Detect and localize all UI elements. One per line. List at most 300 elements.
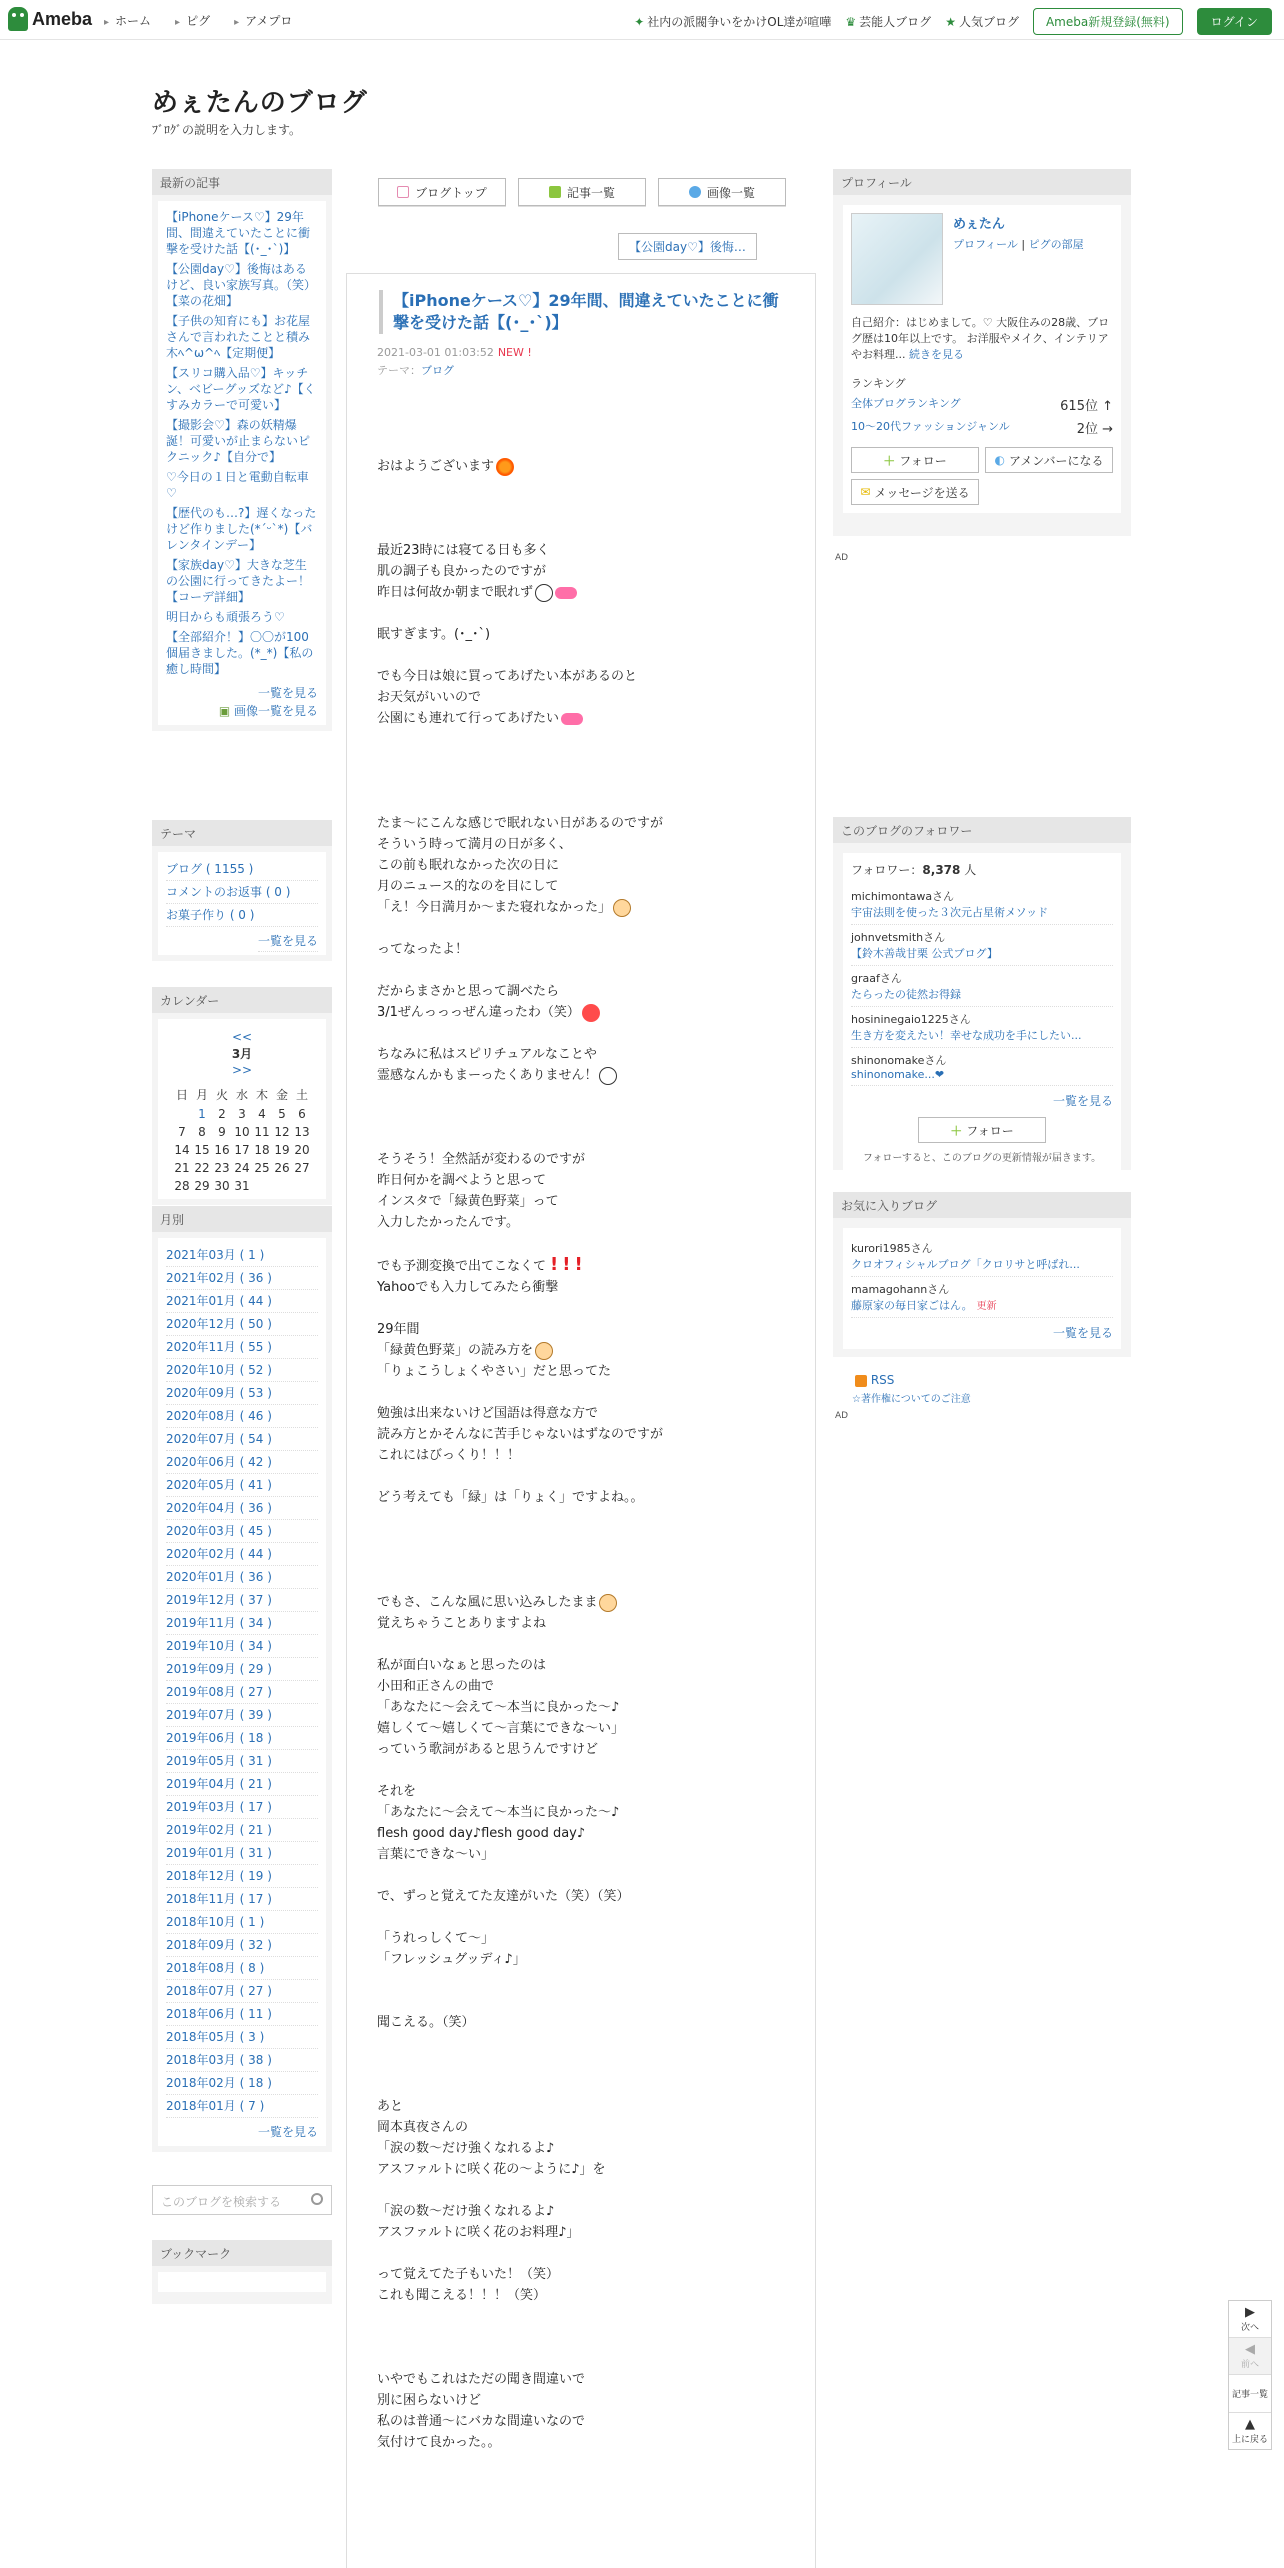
image-list-link[interactable]: 画像一覧を見る bbox=[233, 704, 318, 718]
theme-item[interactable]: コメントのお返事 ( 0 ) bbox=[166, 881, 318, 904]
image-icon: ▣ bbox=[218, 704, 231, 718]
recent-article-link[interactable]: 【歴代のも…?】遅くなったけど作りました(*ˊᵕˋ*)【バレンタインデー】 bbox=[166, 506, 317, 552]
article-line bbox=[377, 2117, 815, 2138]
emoji-icon bbox=[613, 899, 631, 917]
recent-article-link[interactable]: 明日からも頑張ろう♡ bbox=[166, 610, 285, 624]
article-line bbox=[377, 687, 815, 708]
calendar-weekday: 日 bbox=[175, 1088, 188, 1102]
article-line bbox=[377, 1781, 815, 1802]
profile-avatar[interactable] bbox=[851, 213, 943, 305]
article-line bbox=[377, 1403, 815, 1424]
recent-article-link[interactable]: 【全部紹介！】〇〇が100個届きました。(*_*)【私の癒し時間】 bbox=[166, 630, 314, 676]
article-line bbox=[377, 750, 815, 771]
monthly-archive-box bbox=[152, 1206, 332, 2152]
calendar-heading: カレンダー bbox=[152, 987, 332, 1013]
profile-intro-text: 自己紹介：はじめまして。♡ 大阪住みの28歳、ブログ歴は10年以上です。 お洋服やメイク、インテリアやお料理... bbox=[851, 316, 1110, 361]
tab-image-list-label: 画像一覧 bbox=[706, 185, 755, 200]
follower-count-label: フォロワー： bbox=[851, 863, 923, 877]
calendar-day: 15 bbox=[194, 1143, 210, 1157]
monthly-more-link[interactable]: 一覧を見る bbox=[257, 2125, 318, 2139]
article-line bbox=[377, 2411, 815, 2432]
follow-note: フォローすると、このブログの更新情報が届きます。 bbox=[862, 1153, 1102, 1164]
ranking-genre-link[interactable]: 10〜20代ファッションジャンル bbox=[851, 420, 1010, 433]
monthly-archive-link[interactable]: 2019年02月 ( 21 ) bbox=[166, 1819, 318, 1842]
monthly-archive-link[interactable]: 2020年10月 ( 52 ) bbox=[166, 1359, 318, 1382]
article-line bbox=[377, 1697, 815, 1718]
recent-article-link[interactable]: ♡今日の１日と電動自転車♡ bbox=[166, 470, 309, 500]
article-line-text: そういう時って満月の日が多く、 bbox=[377, 837, 572, 852]
emoji-icon bbox=[496, 458, 514, 476]
article-line bbox=[377, 918, 815, 939]
calendar-weekday: 月 bbox=[195, 1088, 208, 1102]
follower-user[interactable]: graafさん bbox=[851, 972, 902, 985]
calendar-day: 29 bbox=[194, 1179, 210, 1193]
article-line bbox=[377, 2390, 815, 2411]
calendar-day: 9 bbox=[218, 1125, 226, 1139]
register-button[interactable]: Ameba新規登録(無料) bbox=[1033, 8, 1183, 35]
profile-more-link[interactable]: 続きを見る bbox=[909, 348, 964, 361]
monthly-archive-link[interactable]: 2018年09月 ( 32 ) bbox=[166, 1934, 318, 1957]
article-line bbox=[377, 855, 815, 876]
article-line-text: そうそう！全然話が変わるのですが bbox=[377, 1152, 586, 1167]
follower-count-value: 8,378 bbox=[922, 863, 961, 877]
article-line bbox=[377, 1361, 815, 1382]
calendar-day: 7 bbox=[178, 1125, 186, 1139]
article-line-text: 私のは普通〜にバカな間違いなので bbox=[377, 2414, 586, 2429]
favorites-more-link[interactable]: 一覧を見る bbox=[1052, 1326, 1113, 1340]
article-theme-link[interactable]: ブログ bbox=[421, 364, 454, 377]
calendar-day: 16 bbox=[214, 1143, 230, 1157]
calendar-day: 30 bbox=[214, 1179, 230, 1193]
monthly-archive-link[interactable]: 2018年01月 ( 7 ) bbox=[166, 2095, 318, 2118]
recent-articles-box bbox=[152, 169, 332, 731]
favorite-blog-link[interactable]: 藤原家の毎日家ごはん。 bbox=[851, 1299, 973, 1312]
article-line-text: でも今日は娘に買ってあげたい本があるのと bbox=[377, 669, 638, 684]
monthly-archive-link[interactable]: 2020年02月 ( 44 ) bbox=[166, 1543, 318, 1566]
tab-blog-top-label: ブログトップ bbox=[415, 185, 487, 200]
article-line-text: この前も眠れなかった次の日に bbox=[377, 858, 560, 873]
theme-item[interactable]: ブログ ( 1155 ) bbox=[166, 858, 318, 881]
monthly-archive-link[interactable]: 2020年05月 ( 41 ) bbox=[166, 1474, 318, 1497]
article-line-text: 言葉にできな〜い」 bbox=[377, 1847, 495, 1862]
article-body bbox=[377, 456, 815, 2453]
article-line bbox=[377, 1571, 815, 1592]
article-line-text: それを bbox=[377, 1784, 417, 1799]
calendar-grid bbox=[166, 1086, 318, 1193]
recent-more-link[interactable]: 一覧を見る bbox=[257, 686, 318, 700]
recent-article-link[interactable]: 【公園day♡】後悔はあるけど、良い家族写真。（笑）【菜の花畑】 bbox=[166, 262, 317, 308]
monthly-archive-link[interactable]: 2019年06月 ( 18 ) bbox=[166, 1727, 318, 1750]
article-line bbox=[377, 1319, 815, 1340]
article-line-text: これにはびっくり！！！ bbox=[377, 1448, 521, 1463]
article-line bbox=[377, 1760, 815, 1781]
emoji-icon bbox=[599, 1594, 617, 1612]
article-line-text: ってなったよ！ bbox=[377, 942, 469, 957]
monthly-archive-link[interactable]: 2021年03月 ( 1 ) bbox=[166, 1244, 318, 1267]
camera-icon bbox=[689, 186, 701, 198]
article-line bbox=[377, 603, 815, 624]
article-line bbox=[377, 1718, 815, 1739]
article-line bbox=[377, 1487, 815, 1508]
article-title[interactable]: 【iPhoneケース♡】29年間、間違えていたことに衝撃を受けた話【(･_･`)】 bbox=[379, 290, 779, 334]
article-line-text: いやでもこれはただの聞き間違いで bbox=[377, 2372, 586, 2387]
favorite-user[interactable]: mamagohannさん bbox=[851, 1283, 950, 1296]
monthly-archive-link[interactable]: 2019年10月 ( 34 ) bbox=[166, 1635, 318, 1658]
article-line-text: 「フレッシュグッディ♪」 bbox=[377, 1952, 526, 1967]
article-line-text: でも予測変換で出てこなくて bbox=[377, 1259, 547, 1274]
pager-prev[interactable] bbox=[1229, 2338, 1271, 2375]
profile-name[interactable]: めぇたん bbox=[953, 217, 1005, 232]
monthly-archive-link[interactable]: 2019年08月 ( 27 ) bbox=[166, 1681, 318, 1704]
calendar-weekday: 水 bbox=[235, 1088, 248, 1102]
article-line-text: 公園にも連れて行ってあげたい bbox=[377, 711, 560, 726]
follower-user[interactable]: hosininegaio1225さん bbox=[851, 1013, 971, 1026]
monthly-archive-link[interactable]: 2019年05月 ( 31 ) bbox=[166, 1750, 318, 1773]
rss-link[interactable] bbox=[855, 1373, 894, 1387]
article-line bbox=[377, 1191, 815, 1212]
article-line bbox=[377, 1865, 815, 1886]
article-line-text: 「緑黄色野菜」の読み方を bbox=[377, 1343, 534, 1358]
follower-row bbox=[851, 1048, 1113, 1086]
article-line bbox=[377, 2180, 815, 2201]
login-button[interactable]: ログイン bbox=[1197, 8, 1272, 35]
ad-label: AD bbox=[835, 553, 849, 563]
follower-user[interactable]: michimontawaさん bbox=[851, 890, 955, 903]
ranking-genre-value: 2位 → bbox=[1076, 422, 1113, 437]
prev-arrow-icon: ◀ bbox=[1245, 2342, 1255, 2357]
profile-heading: プロフィール bbox=[833, 169, 1131, 195]
follower-blog-link[interactable]: shinonomake...❤ bbox=[851, 1068, 945, 1081]
header-link-celebrity[interactable] bbox=[845, 13, 931, 30]
article-line bbox=[377, 540, 815, 561]
profile-box bbox=[833, 169, 1131, 536]
article-line-text: 「うれっしくて〜」 bbox=[377, 1931, 495, 1946]
ranking-all-link[interactable]: 全体ブログランキング bbox=[851, 397, 961, 410]
article-line bbox=[377, 2432, 815, 2453]
calendar-day: 25 bbox=[254, 1161, 270, 1175]
calendar-day: 10 bbox=[234, 1125, 250, 1139]
calendar-day: 5 bbox=[278, 1107, 286, 1121]
ad-label-2: AD bbox=[835, 1411, 849, 1421]
theme-item[interactable]: お菓子作り ( 0 ) bbox=[166, 904, 318, 927]
calendar-day bbox=[292, 1179, 312, 1193]
article-line bbox=[377, 813, 815, 834]
pager-next[interactable] bbox=[1229, 2301, 1271, 2338]
amember-button[interactable] bbox=[985, 447, 1113, 473]
article-line-text: ちなみに私はスピリチュアルなことや bbox=[377, 1047, 597, 1062]
article-line-text: だからまさかと思って調べたら bbox=[377, 984, 560, 999]
nav-amepro[interactable]: ▸ アメプロ bbox=[234, 12, 292, 29]
followers-box bbox=[833, 817, 1131, 1170]
follow-button[interactable] bbox=[851, 447, 979, 473]
logo-text: Ameba bbox=[32, 8, 93, 29]
article-line bbox=[377, 2138, 815, 2159]
article-line-text: Yahooでも入力してみたら衝撃 bbox=[377, 1280, 559, 1295]
sparkle-icon: ✦ bbox=[634, 15, 645, 29]
article-line-text: flesh good day♪flesh good day♪ bbox=[377, 1826, 586, 1841]
article-line bbox=[377, 1298, 815, 1319]
ranking-all-value: 615位 ↑ bbox=[1060, 399, 1113, 414]
ameba-logo[interactable] bbox=[8, 7, 92, 31]
global-header bbox=[0, 0, 1284, 40]
article-line-text: おはようございます bbox=[377, 459, 495, 474]
monthly-archive-link[interactable]: 2018年05月 ( 3 ) bbox=[166, 2026, 318, 2049]
recent-article-link[interactable]: 【家族day♡】大きな芝生の公園に行ってきたよー！【コーデ詳細】 bbox=[166, 558, 311, 604]
article-line bbox=[377, 1044, 815, 1065]
tab-blog-top[interactable] bbox=[378, 178, 506, 206]
monthly-archive-link[interactable]: 2020年08月 ( 46 ) bbox=[166, 1405, 318, 1428]
tab-image-list[interactable] bbox=[658, 178, 786, 206]
article-line bbox=[377, 1676, 815, 1697]
follower-count-unit: 人 bbox=[964, 863, 977, 877]
tab-article-list[interactable] bbox=[518, 178, 646, 206]
calendar-day: 8 bbox=[198, 1125, 206, 1139]
calendar-day bbox=[252, 1179, 272, 1193]
calendar-day bbox=[272, 1179, 292, 1193]
article-line bbox=[377, 2012, 815, 2033]
profile-link[interactable]: プロフィール bbox=[953, 238, 1018, 251]
article-line-text: アスファルトに咲く花の〜ように♪」を bbox=[377, 2162, 606, 2177]
follower-count bbox=[851, 861, 1113, 878]
article-line bbox=[377, 2159, 815, 2180]
calendar-day: 28 bbox=[174, 1179, 190, 1193]
emoji-icon bbox=[561, 713, 583, 725]
follower-blog-link[interactable]: 生き方を変えたい！幸せな成功を手にしたい... bbox=[851, 1029, 1082, 1042]
article-theme-label: テーマ： bbox=[377, 364, 421, 377]
article-line bbox=[377, 1340, 815, 1361]
ranking-label: ランキング bbox=[851, 377, 906, 390]
recent-article-link[interactable]: 【子供の知育にも】お花屋さんで言われたことと積み木ﾍ^ω^ﾍ【定期便】 bbox=[166, 314, 311, 360]
follower-blog-link[interactable]: 【鈴木善哉甘栗 公式ブログ】 bbox=[851, 947, 998, 960]
calendar-weekday: 土 bbox=[295, 1088, 308, 1102]
article-line bbox=[377, 624, 815, 645]
article-line bbox=[377, 1149, 815, 1170]
monthly-archive-link[interactable]: 2019年04月 ( 21 ) bbox=[166, 1773, 318, 1796]
floating-pager bbox=[1228, 2300, 1272, 2450]
copyright-note[interactable] bbox=[852, 1390, 971, 1405]
article-line bbox=[377, 1844, 815, 1865]
calendar-day: 6 bbox=[298, 1107, 306, 1121]
article-line bbox=[377, 582, 815, 603]
article-line-text: 昨日何かを調べようと思って bbox=[377, 1173, 547, 1188]
article-line bbox=[377, 2075, 815, 2096]
article-line bbox=[377, 1233, 815, 1254]
recent-article-link[interactable]: 【iPhoneケース♡】29年間、間違えていたことに衝撃を受けた話【(･_･`)】 bbox=[166, 210, 311, 256]
follower-blog-link[interactable]: 宇宙法則を使った３次元占星術メソッド bbox=[851, 906, 1049, 919]
monthly-archive-link[interactable]: 2021年01月 ( 44 ) bbox=[166, 1290, 318, 1313]
article-line bbox=[377, 2348, 815, 2369]
nav-pigg[interactable]: ▸ ピグ bbox=[175, 12, 210, 29]
article-line bbox=[377, 1823, 815, 1844]
article-line bbox=[377, 1886, 815, 1907]
amember-button-label: アメンバーになる bbox=[1009, 453, 1104, 468]
follower-row bbox=[851, 925, 1113, 966]
article-line bbox=[377, 2201, 815, 2222]
monthly-archive-link[interactable]: 2020年07月 ( 54 ) bbox=[166, 1428, 318, 1451]
follower-blog-link[interactable]: たらったの徒然お得録 bbox=[851, 988, 961, 1001]
favorite-row bbox=[851, 1236, 1113, 1277]
article-line-text: 覚えちゃうことありますよね bbox=[377, 1616, 547, 1631]
follower-user[interactable]: shinonomakeさん bbox=[851, 1054, 947, 1067]
monthly-archive-link[interactable]: 2019年09月 ( 29 ) bbox=[166, 1658, 318, 1681]
article-line bbox=[377, 1254, 815, 1277]
article-line-text: でもさ、こんな風に思い込みしたまま bbox=[377, 1595, 598, 1610]
article-date: 2021-03-01 01:03:52 bbox=[377, 346, 494, 359]
list-icon bbox=[549, 186, 561, 198]
monthly-archive-link[interactable]: 2020年03月 ( 45 ) bbox=[166, 1520, 318, 1543]
calendar-day: 19 bbox=[274, 1143, 290, 1157]
new-badge: NEW ! bbox=[497, 346, 532, 359]
monthly-archive-link[interactable]: 2019年07月 ( 39 ) bbox=[166, 1704, 318, 1727]
prev-article-link[interactable]: 【公園day♡】後悔… bbox=[618, 233, 757, 260]
header-link-popular[interactable] bbox=[945, 13, 1019, 30]
monthly-archive-link[interactable]: 2020年04月 ( 36 ) bbox=[166, 1497, 318, 1520]
article-line bbox=[377, 561, 815, 582]
search-placeholder: このブログを検索する bbox=[161, 2195, 282, 2209]
monthly-archive-link[interactable]: 2020年06月 ( 42 ) bbox=[166, 1451, 318, 1474]
pigg-room-link[interactable]: ピグの部屋 bbox=[1028, 238, 1084, 251]
calendar-day: 23 bbox=[214, 1161, 230, 1175]
message-button[interactable] bbox=[851, 479, 979, 505]
article-line-text: 「りょこうしょくやさい」だと思ってた bbox=[377, 1364, 612, 1379]
monthly-archive-link[interactable]: 2018年07月 ( 27 ) bbox=[166, 1980, 318, 2003]
monthly-archive-link[interactable]: 2018年03月 ( 38 ) bbox=[166, 2049, 318, 2072]
article-line bbox=[377, 939, 815, 960]
blog-description: ﾌﾞﾛｸﾞの説明を入力します。 bbox=[152, 123, 302, 137]
calendar-month: 3月 bbox=[231, 1047, 253, 1061]
article-line bbox=[377, 897, 815, 918]
article-line bbox=[377, 1613, 815, 1634]
global-nav bbox=[104, 12, 292, 29]
pager-list[interactable] bbox=[1229, 2375, 1271, 2413]
bookmark-heading: ブックマーク bbox=[152, 2240, 332, 2266]
header-link-popular-label: 人気ブログ bbox=[958, 15, 1019, 29]
blog-title[interactable]: めぇたんのブログ bbox=[152, 88, 368, 118]
bookmark-box bbox=[152, 2240, 332, 2304]
calendar-day: 27 bbox=[294, 1161, 310, 1175]
calendar-day: 18 bbox=[254, 1143, 270, 1157]
monthly-archive-link[interactable]: 2019年01月 ( 31 ) bbox=[166, 1842, 318, 1865]
article-line-text: 小田和正さんの曲で bbox=[377, 1679, 495, 1694]
favorite-blog-link[interactable]: クロオフィシャルブログ「クロリサと呼ばれ... bbox=[851, 1258, 1080, 1271]
monthly-archive-link[interactable]: 2019年03月 ( 17 ) bbox=[166, 1796, 318, 1819]
profile-intro bbox=[851, 315, 1113, 363]
nav-home[interactable]: ▸ ホーム bbox=[104, 12, 151, 29]
article-line-text: 嬉しくて〜嬉しくて〜言葉にできな〜い」 bbox=[377, 1721, 625, 1736]
emoji-icon bbox=[599, 1067, 617, 1085]
article-line bbox=[377, 1634, 815, 1655]
article-line bbox=[377, 1592, 815, 1613]
article-line bbox=[377, 1508, 815, 1529]
follower-user[interactable]: johnvetsmithさん bbox=[851, 931, 946, 944]
article-line bbox=[377, 519, 815, 540]
calendar-day: 24 bbox=[234, 1161, 250, 1175]
monthly-archive-link[interactable]: 2018年06月 ( 11 ) bbox=[166, 2003, 318, 2026]
article-line-text: 「え！今日満月か〜また寝れなかった」 bbox=[377, 900, 612, 915]
monthly-archive-link[interactable]: 2018年12月 ( 19 ) bbox=[166, 1865, 318, 1888]
search-icon[interactable] bbox=[311, 2193, 323, 2205]
monthly-archive-link[interactable]: 2019年11月 ( 34 ) bbox=[166, 1612, 318, 1635]
monthly-archive-link[interactable]: 2018年02月 ( 18 ) bbox=[166, 2072, 318, 2095]
rss-icon bbox=[855, 1375, 867, 1387]
header-link-celebrity-label: 芸能人ブログ bbox=[859, 15, 932, 29]
monthly-archive-link[interactable]: 2020年12月 ( 50 ) bbox=[166, 1313, 318, 1336]
article-line bbox=[377, 1107, 815, 1128]
monthly-archive-link[interactable]: 2020年11月 ( 55 ) bbox=[166, 1336, 318, 1359]
article-line-text: で、ずっと覚えてた友達がいた（笑）（笑） bbox=[377, 1889, 630, 1904]
calendar-day: 4 bbox=[258, 1107, 266, 1121]
article-line bbox=[377, 876, 815, 897]
follower-row bbox=[851, 1007, 1113, 1048]
monthly-archive-link[interactable]: 2020年01月 ( 36 ) bbox=[166, 1566, 318, 1589]
calendar-day[interactable]: 1 bbox=[198, 1107, 206, 1121]
monthly-archive-link[interactable]: 2020年09月 ( 53 ) bbox=[166, 1382, 318, 1405]
calendar-day: 12 bbox=[274, 1125, 290, 1139]
followers-more-link[interactable]: 一覧を見る bbox=[1052, 1094, 1113, 1108]
bird-icon bbox=[535, 1342, 553, 1360]
up-arrow-icon: ▲ bbox=[1245, 2417, 1255, 2432]
article-line-text: 読み方とかそんなに苦手じゃないはずなのですが bbox=[377, 1427, 664, 1442]
article-line bbox=[377, 792, 815, 813]
monthly-archive-link[interactable]: 2018年10月 ( 1 ) bbox=[166, 1911, 318, 1934]
star-icon: ★ bbox=[945, 15, 956, 29]
article-line bbox=[377, 1991, 815, 2012]
article-line-text: 岡本真夜さんの bbox=[377, 2120, 469, 2135]
pager-top[interactable] bbox=[1229, 2413, 1271, 2449]
home-icon bbox=[397, 186, 409, 198]
article-line-text: どう考えても「緑」は「りょく」ですよね。。 bbox=[377, 1490, 644, 1505]
article-line bbox=[377, 1170, 815, 1191]
article-line-text: 「あなたに〜会えて〜本当に良かった〜♪ bbox=[377, 1700, 620, 1715]
monthly-archive-link[interactable]: 2018年08月 ( 8 ) bbox=[166, 1957, 318, 1980]
theme-heading: テーマ bbox=[152, 820, 332, 846]
article-line-text: 29年間 bbox=[377, 1322, 420, 1337]
follow-button-label: フォロー bbox=[899, 453, 947, 468]
article-theme bbox=[377, 362, 815, 378]
header-link-trending[interactable] bbox=[634, 13, 831, 30]
plus-icon: ＋ bbox=[883, 453, 896, 468]
blog-search-input[interactable] bbox=[152, 2185, 332, 2215]
monthly-archive-link[interactable]: 2021年02月 ( 36 ) bbox=[166, 1267, 318, 1290]
article-line bbox=[377, 771, 815, 792]
calendar-next-link[interactable]: >> bbox=[231, 1063, 253, 1077]
article-line bbox=[377, 1065, 815, 1086]
article-line bbox=[377, 2285, 815, 2306]
recent-article-link[interactable]: 【撮影会♡】森の妖精爆誕！可愛いが止まらないピクニック♪【自分で】 bbox=[166, 418, 311, 464]
recent-article-link[interactable]: 【スリコ購入品♡】キッチン、ベビーグッズなど♪【くすみカラーで可愛い】 bbox=[166, 366, 316, 412]
article-line-text: お天気がいいので bbox=[377, 690, 482, 705]
tab-article-list-label: 記事一覧 bbox=[566, 185, 615, 200]
calendar-body bbox=[158, 1019, 326, 1199]
calendar-prev-link[interactable]: << bbox=[231, 1030, 253, 1044]
favorite-user[interactable]: kurori1985さん bbox=[851, 1242, 933, 1255]
exclamation-icon: ! bbox=[550, 1254, 559, 1275]
article-line bbox=[377, 1550, 815, 1571]
header-link-trending-label: 社内の派閥争いをかけOL達が喧嘩 bbox=[647, 15, 832, 29]
monthly-archive-link[interactable]: 2019年12月 ( 37 ) bbox=[166, 1589, 318, 1612]
monthly-archive-link[interactable]: 2018年11月 ( 17 ) bbox=[166, 1888, 318, 1911]
theme-more-link[interactable]: 一覧を見る bbox=[258, 931, 318, 952]
favorites-body bbox=[843, 1228, 1121, 1349]
article-line-text: 聞こえる。（笑） bbox=[377, 2015, 475, 2030]
pager-prev-label: 前へ bbox=[1240, 2360, 1259, 2370]
calendar-day: 31 bbox=[234, 1179, 250, 1193]
article-line-text: 「涙の数〜だけ強くなれるよ♪ bbox=[377, 2141, 555, 2156]
article-line bbox=[377, 981, 815, 1002]
favorites-heading: お気に入りブログ bbox=[833, 1192, 1131, 1218]
follow-button-2[interactable] bbox=[918, 1117, 1046, 1143]
article-line bbox=[377, 456, 815, 477]
